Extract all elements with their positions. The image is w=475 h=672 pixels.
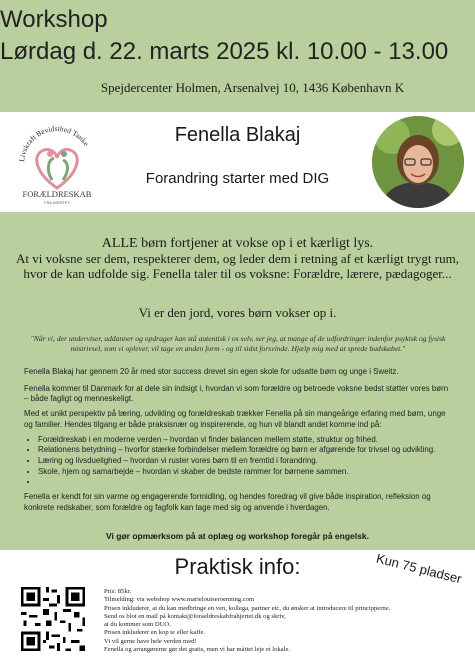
- language-notice: Vi gør opmærksom på at oplæg og workshop foregår på engelsk.: [106, 531, 369, 541]
- topic-list: [24, 435, 454, 489]
- body-paragraph-1: Fenella Blakaj har gennem 20 år med stor success drevet sin egen skole for udsatte børn og unge i Sweitz.: [24, 367, 399, 376]
- body-paragraph-2: Fenella kommer til Danmark for at dele sin indsigt i, hvordan vi som forældre og betroede voksne bedst støtter vores børn – både fagligt og menneskeligt.: [24, 383, 449, 404]
- body-text: [24, 367, 454, 517]
- lead-paragraph: At vi voksne ser dem, respekterer dem, og leder dem i retning af et kærligt trygt rum, hvor de kan udfolde sig. Fenella taler til os voksne: Forældre, lærere, pædagoger...: [16, 251, 459, 281]
- info-coffee: Prisen inkluderer en kop te eller kaffe.: [104, 629, 206, 637]
- qr-code[interactable]: [18, 584, 88, 654]
- list-item: [38, 477, 454, 488]
- logo-brand: FORÆLDRESKAB: [22, 189, 92, 199]
- info-includes: Prisen inkluderer, at du kan medbringe en ven, kollega, partner etc, du ønsker at introducere til principperne. Send os blot en mail på kontakt@foraeldreskabfrahjertet.dk og skriv,: [104, 604, 391, 620]
- info-free: Fenella og arrangørerne gør det gratis, men vi har måttet leje et lokale.: [104, 646, 291, 654]
- page-title: Workshop: [0, 6, 108, 33]
- quote: "Når vi, der underviser, uddanner og opdrager kan stå autentisk i os selv, ser jeg, at mange af de udfordringer indenfor psykisk og fysisk mistrivsel, som vi oplever, vil tage en anden form - og til sidst forsvinde. Hjælp mig med at sprede budskabet.": [30, 334, 446, 353]
- body-paragraph-4: Fenella er kendt for sin varme og engagerende formidling, og hendes foredrag vil give både inspiration, refleksion og konkrete redskaber, som forældre og fagfolk kan tage med sig og anvende i hverdagen.: [24, 492, 431, 512]
- lead-statement: Vi er den jord, vores børn vokser op i.: [138, 305, 337, 320]
- lead-text: [10, 236, 465, 281]
- list-item: • Skole, hjem og samarbejde – hvordan vi skaber de bedste rammer for børnene sammen.: [38, 467, 454, 478]
- info-price: Pris: 85kr.: [104, 588, 132, 595]
- body-paragraph-3: Med et unikt perspektiv på læring, udvikling og forældreskab trækker Fenella på sin mangeårige erfaring med børn, unge og familier. Hendes tilgang er både praksisnær og inspirerende, og hun vil blandt andet komme ind på:: [24, 409, 446, 429]
- event-address: Spejdercenter Holmen, Arsenalvej 10, 1436 København K: [100, 80, 405, 95]
- portrait-image: [372, 116, 464, 208]
- practical-info: [104, 588, 404, 654]
- logo-arc-text: Livskraft Bevidsthed Tanke: [17, 123, 91, 163]
- speaker-tagline: Forandring starter med DIG: [145, 170, 330, 187]
- info-signup: Tilmelding: via webshop www.marielouiseroenning.com: [104, 596, 255, 604]
- logo-brand-sub: FRA HJERTET: [44, 201, 70, 205]
- list-item: • Relationens betydning – hvorfor stærke forbindelser mellem forældre og børn er afgørende for trivsel og udvikling.: [38, 445, 454, 456]
- speaker-name: Fenella Blakaj: [174, 124, 301, 146]
- practical-heading: Praktisk info:: [174, 554, 301, 579]
- list-item: • Forældreskab i en moderne verden – hvordan vi finder balancen mellem støtte, struktur og frihed.: [38, 435, 454, 446]
- info-duo: at du kommer som DUO.: [104, 621, 171, 629]
- list-item: • Læring og livsduelighed – hvordan vi ruster vores børn til en fremtid i forandring.: [38, 456, 454, 467]
- lead-headline: ALLE børn fortjener at vokse op i et kærligt lys.: [101, 236, 374, 251]
- info-welcome: Vi vil gerne have hele verden med!: [104, 637, 197, 645]
- event-date: Lørdag d. 22. marts 2025 kl. 10.00 - 13.00: [0, 38, 449, 65]
- speaker-photo: [372, 116, 464, 208]
- capacity-note: Kun 75 pladser: [374, 550, 464, 587]
